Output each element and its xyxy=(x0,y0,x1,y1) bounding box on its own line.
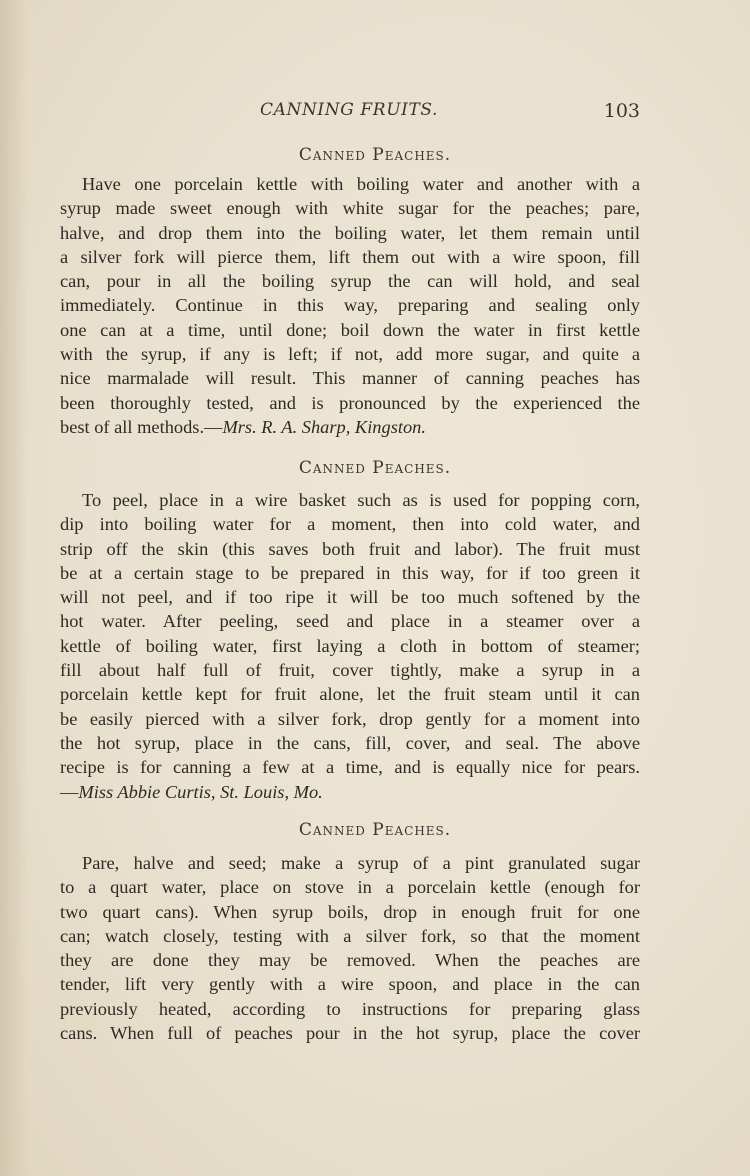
last-line-text: best of all methods.— xyxy=(60,416,223,437)
paragraph-line: nice marmalade will result. This manner of canning peaches has xyxy=(60,368,640,389)
last-line-text: — xyxy=(60,781,79,802)
paragraph-line: one can at a time, until done; boil down the water in first kettle xyxy=(60,319,640,340)
paragraph-line: with the syrup, if any is left; if not, add more sugar, and quite a xyxy=(60,344,640,365)
paragraph-line: Pare, halve and seed; make a syrup of a pint granulated sugar xyxy=(82,853,640,873)
paragraph-last-line xyxy=(60,415,640,439)
running-title: CANNING FRUITS. xyxy=(260,100,439,120)
paragraph-line: syrup made sweet enough with white sugar for the peaches; pare, xyxy=(60,198,640,219)
paragraph-line: kettle of boiling water, first laying a cloth in bottom of steamer; xyxy=(60,635,640,656)
paragraph-line: tender, lift very gently with a wire spoon, and place in the can xyxy=(60,974,640,995)
paragraph-line: been thoroughly tested, and is pronounced by the experienced the xyxy=(60,392,640,413)
paragraph-line: be easily pierced with a silver fork, drop gently for a moment into xyxy=(60,708,640,729)
section-heading-2: Canned Peaches. xyxy=(298,458,452,478)
recipe-paragraph-3 xyxy=(60,851,640,1045)
recipe-attribution: Miss Abbie Curtis, St. Louis, Mo. xyxy=(78,781,323,802)
paragraph-line: porcelain kettle kept for fruit alone, let the fruit steam until it can xyxy=(60,684,640,705)
paragraph-line: To peel, place in a wire basket such as is used for popping corn, xyxy=(82,490,640,510)
paragraph-line: immediately. Continue in this way, preparing and sealing only xyxy=(60,295,640,316)
paragraph-line: fill about half full of fruit, cover tightly, make a syrup in a xyxy=(60,660,640,681)
section-heading-1: Canned Peaches. xyxy=(298,145,452,165)
paragraph-line: two quart cans). When syrup boils, drop in enough fruit for one xyxy=(60,901,640,922)
running-head xyxy=(60,100,640,124)
paragraph-line: can, pour in all the boiling syrup the can will hold, and seal xyxy=(60,271,640,292)
paragraph-line: can; watch closely, testing with a silver fork, so that the moment xyxy=(60,925,640,946)
paragraph-line: to a quart water, place on stove in a porcelain kettle (enough for xyxy=(60,877,640,898)
paragraph-line: previously heated, according to instructions for preparing glass xyxy=(60,998,640,1019)
page-number: 103 xyxy=(603,100,640,122)
paragraph-line: dip into boiling water for a moment, then into cold water, and xyxy=(60,514,640,535)
paragraph-line: a silver fork will pierce them, lift them out with a wire spoon, fill xyxy=(60,246,640,267)
paragraph-line: hot water. After peeling, seed and place in a steamer over a xyxy=(60,611,640,632)
paragraph-line: will not peel, and if too ripe it will be too much softened by the xyxy=(60,587,640,608)
paragraph-line: Have one porcelain kettle with boiling water and another with a xyxy=(82,174,640,194)
recipe-paragraph-2 xyxy=(60,488,640,804)
section-heading-3: Canned Peaches. xyxy=(298,820,452,840)
paragraph-line: cans. When full of peaches pour in the hot syrup, place the cover xyxy=(60,1023,640,1044)
paragraph-last-line xyxy=(60,780,640,804)
paragraph-line: halve, and drop them into the boiling water, let them remain until xyxy=(60,222,640,243)
paragraph-line: recipe is for canning a few at a time, and is equally nice for pears. xyxy=(60,757,640,778)
recipe-attribution: Mrs. R. A. Sharp, Kingston. xyxy=(222,416,426,437)
recipe-paragraph-1 xyxy=(60,172,640,439)
paragraph-line: be at a certain stage to be prepared in this way, for if too green it xyxy=(60,562,640,583)
paragraph-line: they are done they may be removed. When the peaches are xyxy=(60,950,640,971)
paragraph-line: the hot syrup, place in the cans, fill, cover, and seal. The above xyxy=(60,732,640,753)
paragraph-line: strip off the skin (this saves both fruit and labor). The fruit must xyxy=(60,538,640,559)
